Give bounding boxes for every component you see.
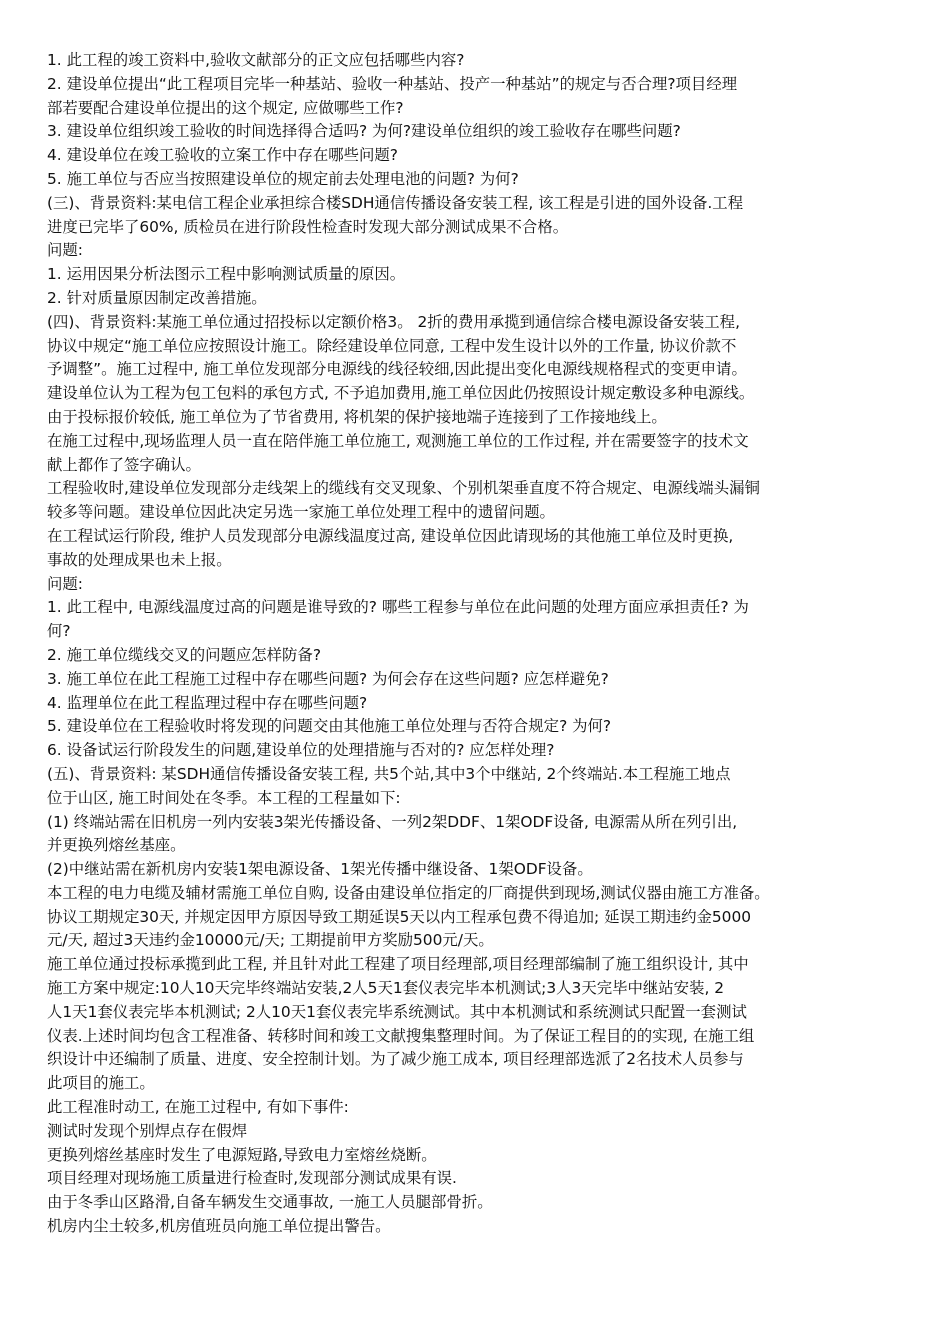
text-line: 并更换列熔丝基座。	[47, 836, 186, 855]
text-line: 本工程的电力电缆及辅材需施工单位自购, 设备由建设单位指定的厂商提供到现场,测试仪器由施工方准备。	[47, 883, 770, 902]
text-line: 施工单位通过投标承揽到此工程, 并且针对此工程建了项目经理部,项目经理部编制了施工组织设计, 其中	[47, 955, 749, 974]
text-line: 4. 建设单位在竣工验收的立案工作中存在哪些问题?	[47, 146, 398, 165]
text-line: 位于山区, 施工时间处在冬季。本工程的工程量如下:	[47, 788, 401, 807]
text-line: 工程验收时,建设单位发现部分走线架上的缆线有交叉现象、个别机架垂直度不符合规定、电源线端头漏铜	[47, 479, 760, 498]
text-line: 由于冬季山区路滑,自备车辆发生交通事故, 一施工人员腿部骨折。	[47, 1193, 493, 1212]
text-line: 元/天, 超过3天违约金10000元/天; 工期提前甲方奖励500元/天。	[47, 931, 494, 950]
text-line: 3. 施工单位在此工程施工过程中存在哪些问题? 为何会存在这些问题? 应怎样避免?	[47, 669, 609, 688]
text-line: 此项目的施工。	[47, 1074, 155, 1093]
text-line: 测试时发现个别焊点存在假焊	[47, 1121, 248, 1140]
text-line: 协议中规定“施工单位应按照设计施工。除经建设单位同意, 工程中发生设计以外的工作量, 协议价款不	[47, 336, 737, 355]
text-line: 2. 施工单位缆线交叉的问题应怎样防备?	[47, 645, 321, 664]
document-page	[47, 49, 907, 1239]
text-line: 人1天1套仪表完毕本机测试; 2人10天1套仪表完毕系统测试。其中本机测试和系统测试只配置一套测试	[47, 1002, 747, 1021]
text-line: 5. 建设单位在工程验收时将发现的问题交由其他施工单位处理与否符合规定? 为何?	[47, 717, 612, 736]
text-line: 3. 建设单位组织竣工验收的时间选择得合适吗? 为何?建设单位组织的竣工验收存在哪些问题?	[47, 122, 681, 141]
text-line: 献上都作了签字确认。	[47, 455, 201, 474]
text-line: 项目经理对现场施工质量进行检查时,发现部分测试成果有误.	[47, 1169, 457, 1188]
text-line: (1) 终端站需在旧机房一列内安装3架光传播设备、一列2架DDF、1架ODF设备, 电源需从所在列引出,	[47, 812, 738, 831]
text-line: 何?	[47, 622, 71, 641]
text-line: 部若要配合建设单位提出的这个规定, 应做哪些工作?	[47, 98, 404, 117]
text-line: 6. 设备试运行阶段发生的问题,建设单位的处理措施与否对的? 应怎样处理?	[47, 741, 555, 760]
text-line: 2. 建设单位提出“此工程项目完毕一种基站、验收一种基站、投产一种基站”的规定与否合理?项目经理	[47, 74, 738, 93]
text-line: 4. 监理单位在此工程监理过程中存在哪些问题?	[47, 693, 368, 712]
text-line: 机房内尘土较多,机房值班员向施工单位提出警告。	[47, 1217, 391, 1236]
text-line: 5. 施工单位与否应当按照建设单位的规定前去处理电池的问题? 为何?	[47, 169, 519, 188]
text-line: 更换列熔丝基座时发生了电源短路,导致电力室熔丝烧断。	[47, 1145, 437, 1164]
text-line: 1. 此工程的竣工资料中,验收文献部分的正文应包括哪些内容?	[47, 51, 465, 69]
text-line: 2. 针对质量原因制定改善措施。	[47, 288, 267, 307]
text-line: (五)、背景资料: 某SDH通信传播设备安装工程, 共5个站,其中3个中继站, 2个终端站.本工程施工地点	[47, 764, 731, 783]
text-line: (四)、背景资料:某施工单位通过招投标以定额价格3。 2折的费用承揽到通信综合楼电源设备安装工程,	[47, 312, 740, 331]
text-line: 此工程准时动工, 在施工过程中, 有如下事件:	[47, 1098, 349, 1117]
text-line: 建设单位认为工程为包工包料的承包方式, 不予追加费用,施工单位因此仍按照设计规定敷设多种电源线。	[47, 384, 755, 403]
text-line: 1. 此工程中, 电源线温度过高的问题是谁导致的? 哪些工程参与单位在此问题的处理方面应承担责任? 为	[47, 598, 749, 617]
text-line: 问题:	[47, 241, 83, 260]
text-line: 1. 运用因果分析法图示工程中影响测试质量的原因。	[47, 265, 406, 284]
text-line: 在工程试运行阶段, 维护人员发现部分电源线温度过高, 建设单位因此请现场的其他施工单位及时更换,	[47, 526, 734, 545]
text-line: 施工方案中规定:10人10天完毕终端站安装,2人5天1套仪表完毕本机测试;3人3天完毕中继站安装, 2	[47, 979, 725, 998]
text-line: 协议工期规定30天, 并规定因甲方原因导致工期延误5天以内工程承包费不得追加; 延误工期违约金5000	[47, 907, 752, 926]
text-line: 仪表.上述时间均包含工程准备、转移时间和竣工文献搜集整理时间。为了保证工程目的的实现, 在施工组	[47, 1026, 755, 1045]
text-line: (三)、背景资料:某电信工程企业承担综合楼SDH通信传播设备安装工程, 该工程是引进的国外设备.工程	[47, 193, 744, 212]
text-line: 事故的处理成果也未上报。	[47, 550, 232, 569]
text-line: 进度已完毕了60%, 质检员在进行阶段性检查时发现大部分测试成果不合格。	[47, 217, 569, 236]
text-line: 织设计中还编制了质量、进度、安全控制计划。为了减少施工成本, 项目经理部选派了2名技术人员参与	[47, 1050, 744, 1069]
text-line: 予调整”。施工过程中, 施工单位发现部分电源线的线径较细,因此提出变化电源线规格程式的变更申请。	[47, 360, 747, 379]
text-line: 问题:	[47, 574, 83, 593]
text-line: 由于投标报价较低, 施工单位为了节省费用, 将机架的保护接地端子连接到了工作接地线上。	[47, 407, 667, 426]
text-line: (2)中继站需在新机房内安装1架电源设备、1架光传播中继设备、1架ODF设备。	[47, 860, 593, 879]
text-line: 较多等问题。建设单位因此决定另选一家施工单位处理工程中的遗留问题。	[47, 503, 555, 522]
text-line: 在施工过程中,现场监理人员一直在陪伴施工单位施工, 观测施工单位的工作过程, 并在需要签字的技术文	[47, 431, 749, 450]
